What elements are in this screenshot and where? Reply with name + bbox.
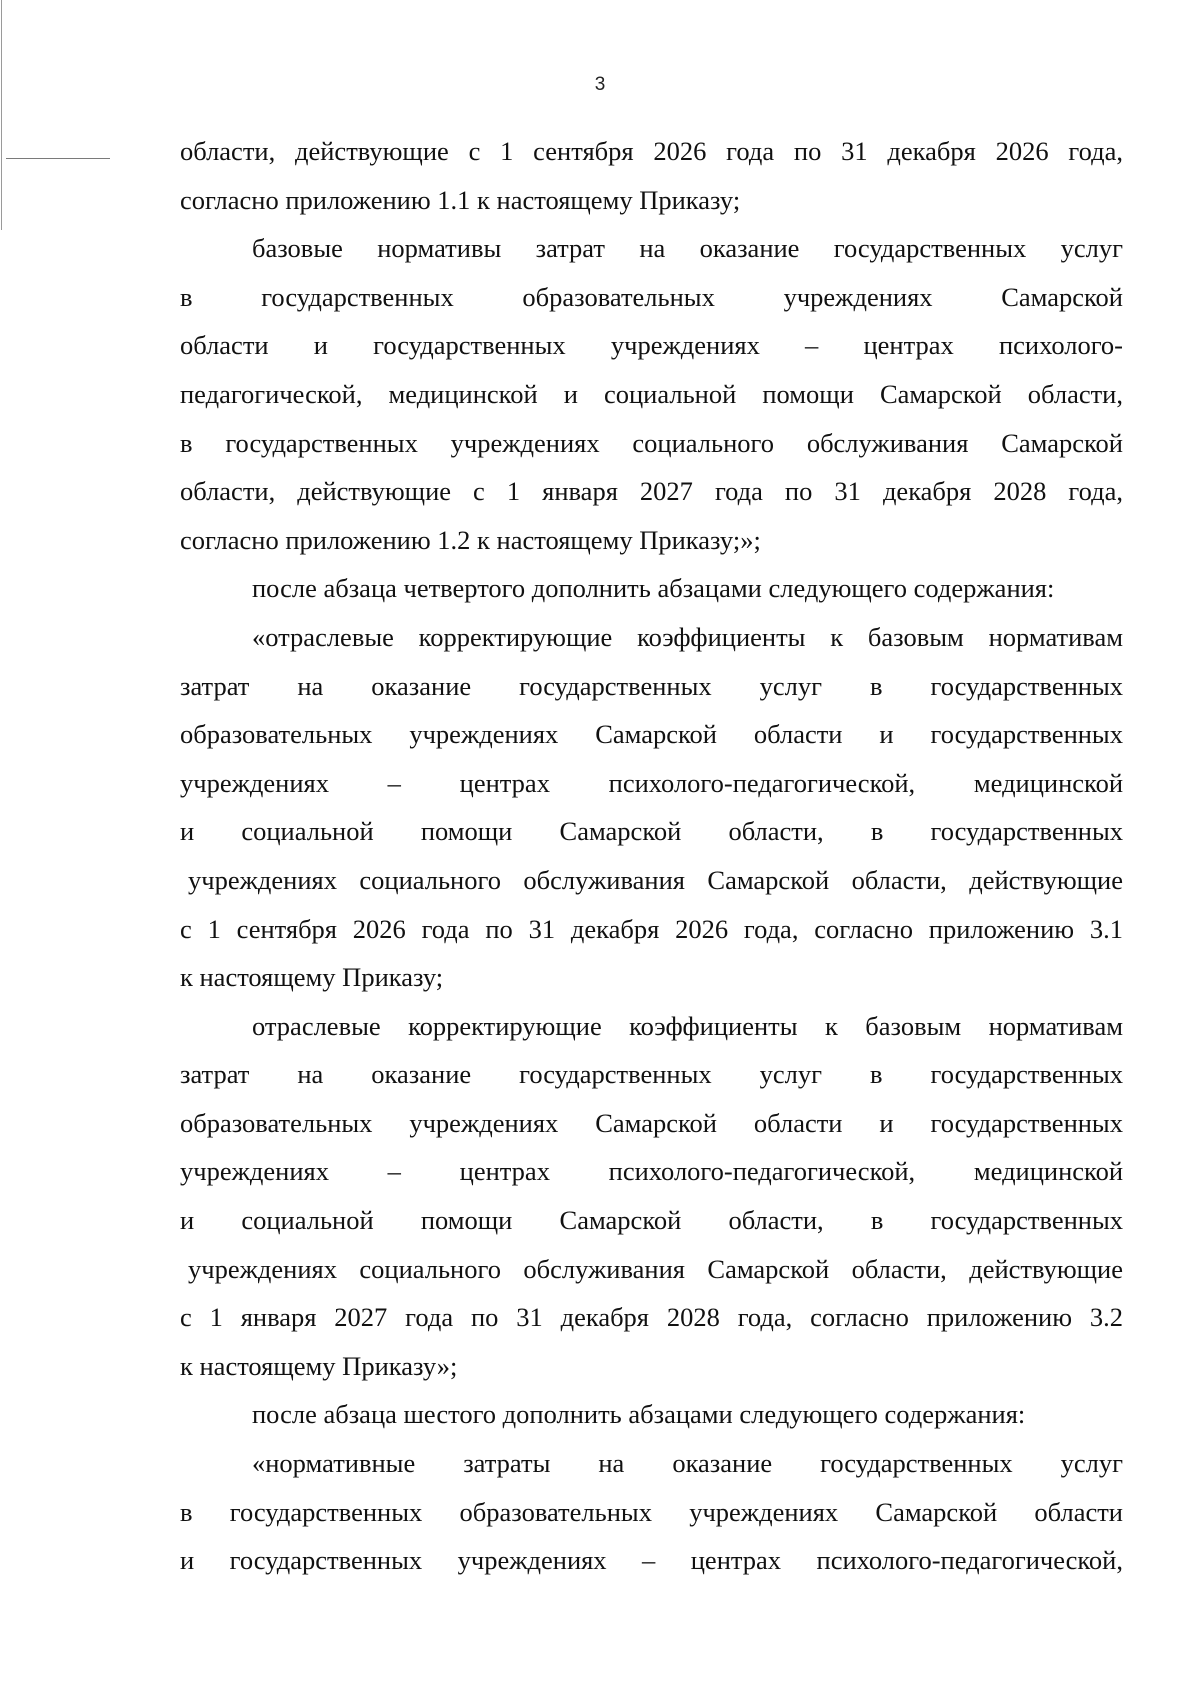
text-line: согласно приложению 1.2 к настоящему Приказу;»; [180,524,761,555]
text-line: и государственных учреждениях – центрах психолого-педагогической, [180,1545,1123,1576]
text-line: учреждениях – центрах психолого-педагогической, медицинской [180,1156,1123,1187]
text-line: в государственных образовательных учреждениях Самарской [180,281,1123,312]
text-line: в государственных образовательных учреждениях Самарской области [180,1496,1123,1527]
text-line: затрат на оказание государственных услуг в государственных [180,670,1123,701]
text-line: области и государственных учреждениях – центрах психолого- [180,330,1123,361]
text-line: образовательных учреждениях Самарской области и государственных [180,719,1123,750]
text-line: образовательных учреждениях Самарской области и государственных [180,1107,1123,1138]
text-line: учреждениях социального обслуживания Самарской области, действующие [188,1253,1123,1284]
text-line: базовые нормативы затрат на оказание государственных услуг [252,233,1123,264]
text-line: «отраслевые корректирующие коэффициенты к базовым нормативам [252,621,1123,652]
text-line: учреждениях социального обслуживания Самарской области, действующие [188,864,1123,895]
text-line: после абзаца четвертого дополнить абзацами следующего содержания: [252,573,1055,604]
text-line: учреждениях – центрах психолого-педагогической, медицинской [180,767,1123,798]
text-line: в государственных учреждениях социального обслуживания Самарской [180,427,1123,458]
document-body [180,127,1123,1585]
text-line: после абзаца шестого дополнить абзацами следующего содержания: [252,1399,1026,1430]
text-line: отраслевые корректирующие коэффициенты к базовым нормативам [252,1010,1123,1041]
text-line: согласно приложению 1.1 к настоящему Приказу; [180,184,741,215]
page-number: 3 [594,74,606,95]
text-line: области, действующие с 1 сентября 2026 года по 31 декабря 2026 года, [180,136,1123,166]
text-line: педагогической, медицинской и социальной помощи Самарской области, [180,378,1123,409]
text-line: с 1 сентября 2026 года по 31 декабря 2026 года, согласно приложению 3.1 [180,913,1123,944]
margin-mark [6,158,110,159]
text-line: затрат на оказание государственных услуг в государственных [180,1059,1123,1090]
scan-edge-line [1,0,2,230]
text-line: и социальной помощи Самарской области, в государственных [180,1205,1123,1236]
text-line: к настоящему Приказу»; [180,1350,458,1381]
text-line: и социальной помощи Самарской области, в государственных [180,816,1123,847]
text-line: «нормативные затраты на оказание государственных услуг [252,1448,1123,1479]
text-line: области, действующие с 1 января 2027 года по 31 декабря 2028 года, [180,476,1123,507]
text-line: к настоящему Приказу; [180,962,444,993]
text-line: с 1 января 2027 года по 31 декабря 2028 года, согласно приложению 3.2 [180,1302,1123,1333]
